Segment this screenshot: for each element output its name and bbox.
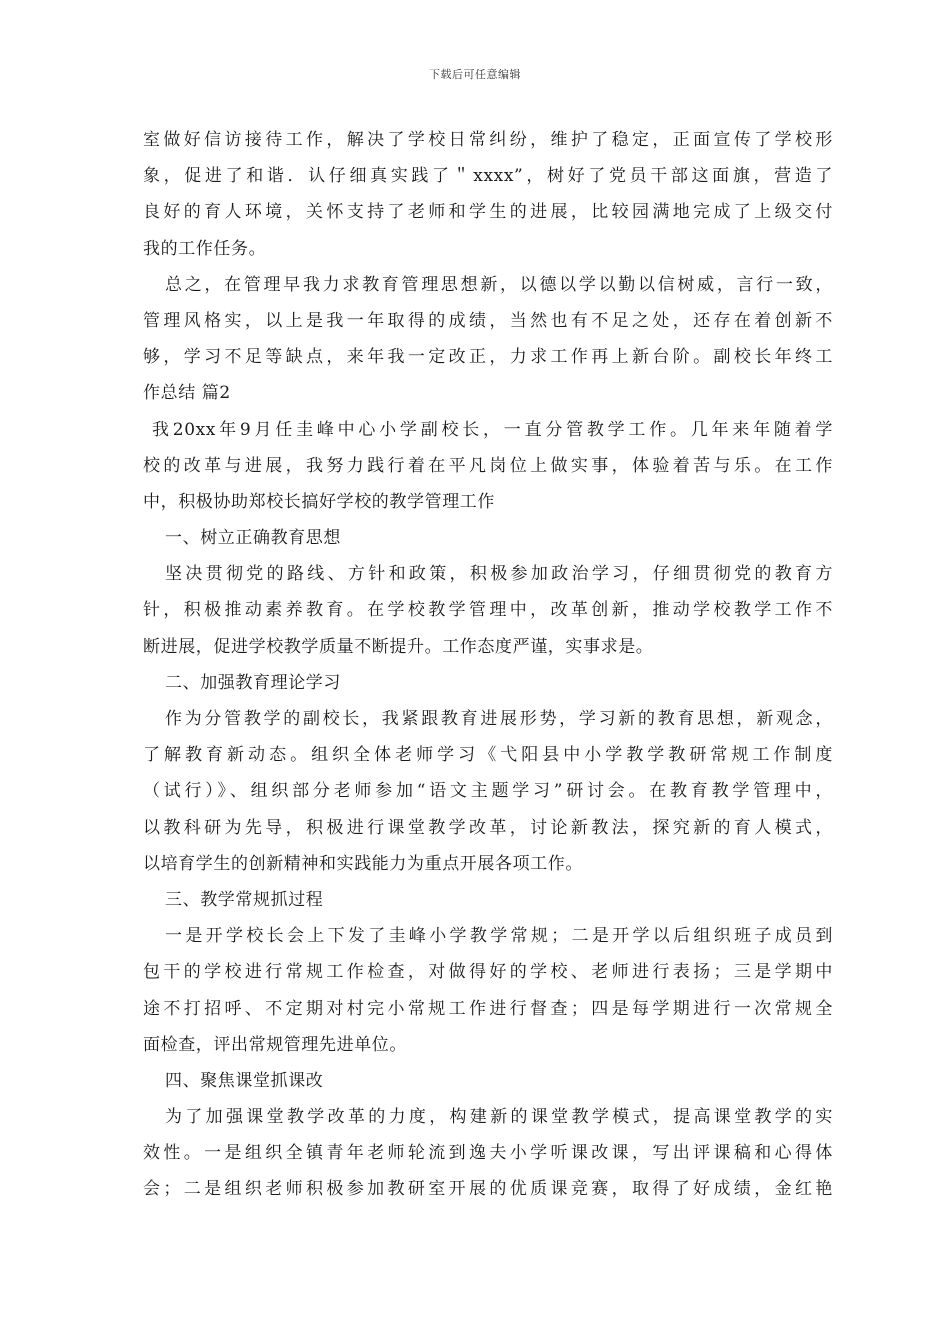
text-line: 象，促进了和谐．认仔细真实践了＂xxxx”，树好了党员干部这面旗，营造了 <box>143 166 833 187</box>
document-body <box>143 128 833 1214</box>
text-line: 我的工作任务。 <box>143 238 267 259</box>
text-line: 包干的学校进行常规工作检查，对做得好的学校、老师进行表扬；三是学期中 <box>143 962 833 983</box>
text-line: 了解教育新动态。组织全体老师学习《弋阳县中小学教学教研常规工作制度 <box>143 745 833 766</box>
text-line: 途不打招呼、不定期对村完小常规工作进行督查；四是每学期进行一次常规全 <box>143 998 833 1019</box>
text-line: 一、树立正确教育思想 <box>165 528 341 549</box>
text-line: 管理风格实，以上是我一年取得的成绩，当然也有不足之处，还存在着创新不 <box>143 310 833 331</box>
text-line: 四、聚焦课堂抓课改 <box>165 1070 324 1091</box>
text-line: 中，积极协助郑校长搞好学校的教学管理工作 <box>143 491 495 512</box>
text-line: 效性。一是组织全镇青年老师轮流到逸夫小学听课改课，写出评课稿和心得体 <box>143 1143 833 1164</box>
text-line: 总之，在管理早我力求教育管理思想新，以德以学以勤以信树威，言行一致， <box>165 274 833 295</box>
text-line: 针，积极推动素养教育。在学校教学管理中，改革创新，推动学校教学工作不 <box>143 600 833 621</box>
text-line: 以培育学生的创新精神和实践能力为重点开展各项工作。 <box>143 853 583 874</box>
text-line: （试行）》、组织部分老师参加“语文主题学习”研讨会。在教育教学管理中， <box>143 781 833 802</box>
text-line: 够，学习不足等缺点，来年我一定改正，力求工作再上新台阶。副校长年终工 <box>143 347 833 368</box>
text-line: 二、加强教育理论学习 <box>165 672 341 693</box>
text-line: 校的改革与进展，我努力践行着在平凡岗位上做实事，体验着苦与乐。在工作 <box>143 455 833 476</box>
text-line: 面检查，评出常规管理先进单位。 <box>143 1034 407 1055</box>
text-line: 会；二是组织老师积极参加教研室开展的优质课竞赛，取得了好成绩，金红艳 <box>143 1179 833 1200</box>
text-line: 作总结 篇2 <box>143 383 231 404</box>
text-line: 为了加强课堂教学改革的力度，构建新的课堂教学模式，提高课堂教学的实 <box>165 1107 833 1128</box>
text-line: 一是开学校长会上下发了圭峰小学教学常规；二是开学以后组织班子成员到 <box>165 926 833 947</box>
text-line: 以教科研为先导，积极进行课堂教学改革，讨论新教法，探究新的育人模式， <box>143 817 833 838</box>
text-line: 我20xx年9月任圭峰中心小学副校长，一直分管教学工作。几年来年随着学 <box>152 419 833 440</box>
text-line: 坚决贯彻党的路线、方针和政策，积极参加政治学习，仔细贯彻党的教育方 <box>165 564 833 585</box>
page-header: 下载后可任意编辑 <box>429 68 521 81</box>
text-line: 断进展，促进学校教学质量不断提升。工作态度严谨，实事求是。 <box>143 636 654 657</box>
text-line: 作为分管教学的副校长，我紧跟教育进展形势，学习新的教育思想，新观念， <box>165 709 833 729</box>
text-line: 良好的育人环境，关怀支持了老师和学生的进展，比较园满地完成了上级交付 <box>143 202 833 223</box>
text-line: 三、教学常规抓过程 <box>165 889 324 910</box>
text-line: 室做好信访接待工作，解决了学校日常纠纷，维护了稳定，正面宣传了学校形 <box>143 130 833 150</box>
